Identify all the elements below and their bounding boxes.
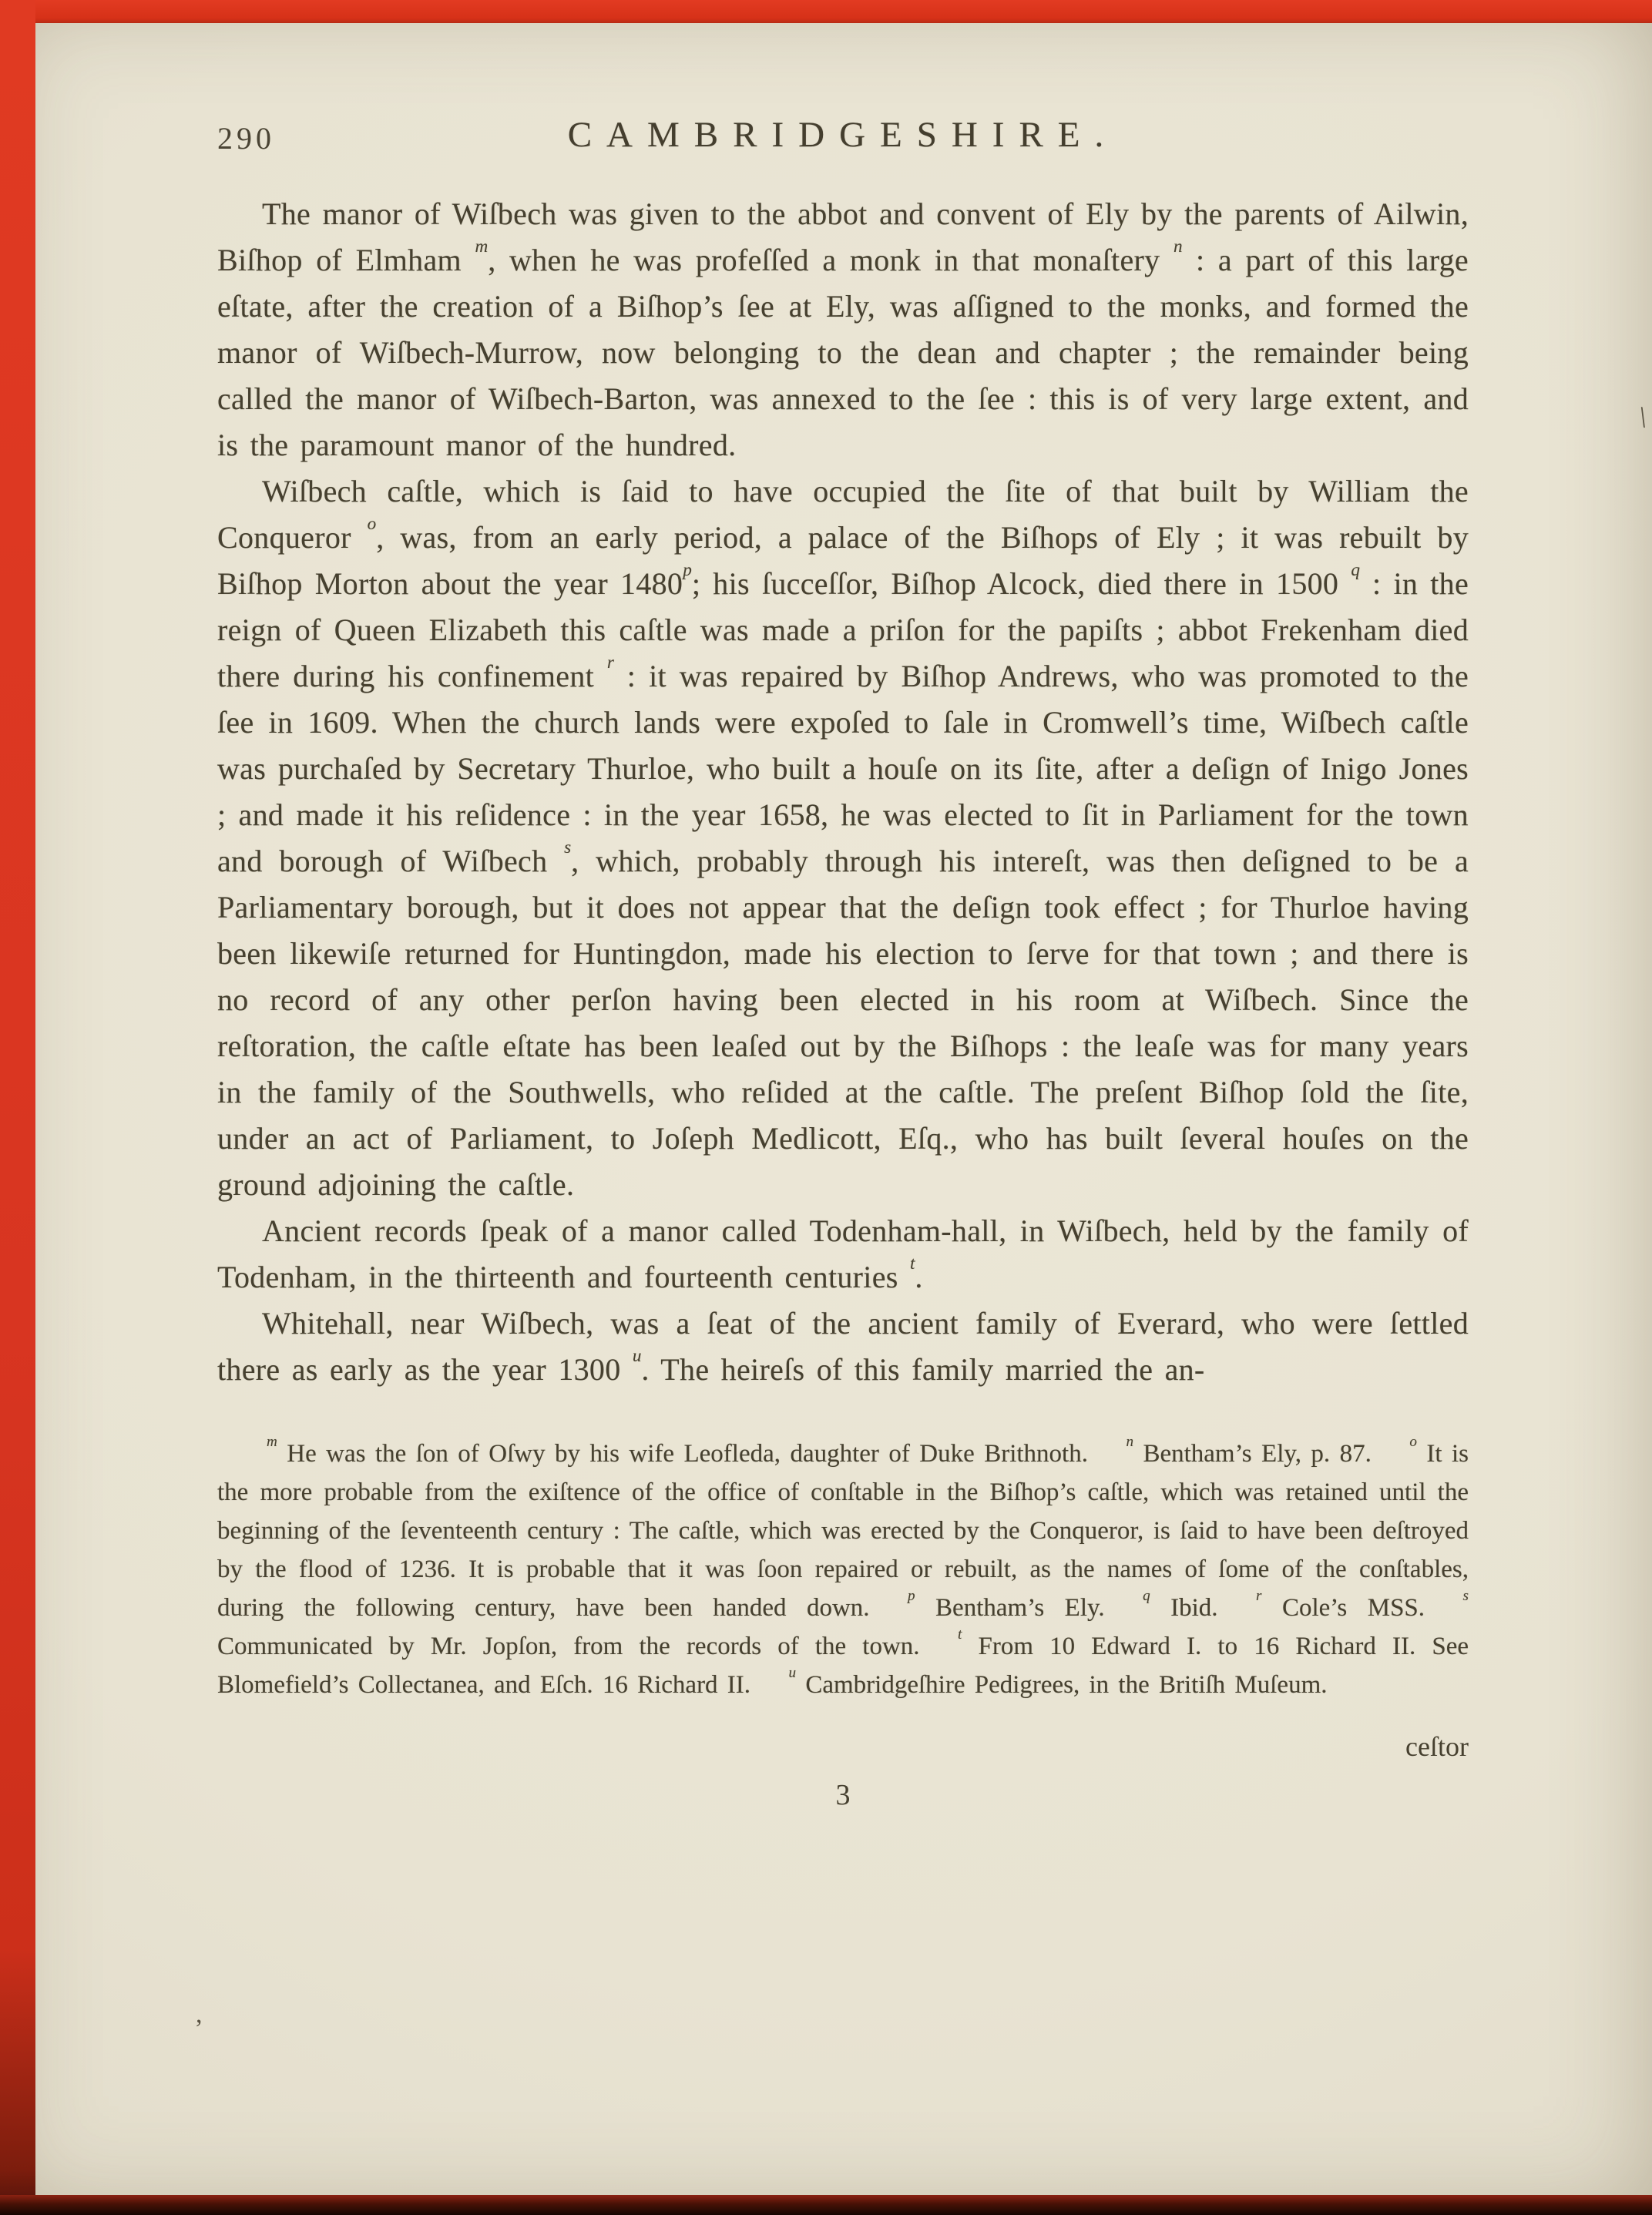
scan-artifact: \ [1636,401,1651,435]
footnote: $^r$ Cole’s MSS. [1256,1587,1425,1622]
footnote: $^q$ Ibid. [1143,1587,1218,1622]
catchword: ceſtor [1405,1731,1469,1762]
paragraph: Wiſbech caſtle, which is ſaid to have occupied the ſite of that built by William the Conqueror $^o$, was, from an early period, a palace of the Biſhops of Ely ; it was rebuilt by Biſhop Morton about the year 1480$^p$; his ſucceſſor, Biſhop Alcock, died there in 1500 $^q$ : in the reign of Queen Elizabeth this caſtle was made a priſon for the papiſts ; abbot Frekenham died there during his confinement $^r$ : it was repaired by Biſhop Andrews, who was promoted to the ſee in 1609. When the church lands were expoſed to ſale in Cromwell’s time, Wiſbech caſtle was purchaſed by Secretary Thurloe, who built a houſe on its ſite, after a deſign of Inigo Jones ; and made it his reſidence : in the year 1658, he was elected to ſit in Parliament for the town and borough of Wiſbech $^s$, which, probably through his intereſt, was then deſigned to be a Parliamentary borough, but it does not appear that the deſign took effect ; for Thurloe having been likewiſe returned for Huntingdon, made his election to ſerve for that town ; and there is no record of any other perſon having been elected in his room at Wiſbech. Since the reſtoration, the caſtle eſtate has been leaſed out by the Biſhops : the leaſe was for many years in the family of the Southwells, who reſided at the caſtle. The preſent Biſhop ſold the ſite, under an act of Parliament, to Joſeph Medlicott, Eſq., who has built ſeveral houſes on the ground adjoining the caſtle. [217,474,1469,1202]
paragraph: The manor of Wiſbech was given to the abbot and convent of Ely by the parents of Ailwin, Biſhop of Elmham $^m$, when he was profeſſed a monk in that monaſtery $^n$ : a part of this large eſtate, after the creation of a Biſhop’s ſee at Ely, was aſſigned to the monks, and formed the manor of Wiſbech-Murrow, now belonging to the dean and chapter ; the remainder being called the manor of Wiſbech-Barton, was annexed to the ſee : this is of very large extent, and is the paramount manor of the hundred. [217,196,1469,462]
footnote: $^s$ Communicated by Mr. Jopſon, from the records of the town. [217,1587,1469,1660]
catchword-row [217,1730,1469,1763]
footnote: $^u$ Cambridgeſhire Pedigrees, in the Britiſh Muſeum. [788,1664,1328,1699]
binding-edge-bottom [0,2195,1652,2215]
binding-edge-left [0,0,35,2215]
footnotes [217,1435,1469,1704]
footnote: $^o$ It is the more probable from the exiſtence of the office of conſtable in the Biſhop’s caſtle, which was retained until the beginning of the ſeventeenth century : The caſtle, which was erected by the Conqueror, is ſaid to have been deſtroyed by the flood of 1236. It is probable that it was ſoon repaired or rebuilt, as the names of ſome of the conſtables, during the following century, have been handed down. [217,1433,1469,1622]
paragraph: Whitehall, near Wiſbech, was a ſeat of the ancient family of Everard, who were ſettled there as early as the year 1300 $^u$. The heireſs of this family married the an- [217,1306,1469,1387]
page-number-row [217,1778,1469,1812]
running-title: CAMBRIDGESHIRE. [567,115,1119,155]
footnote: $^t$ From 10 Edward I. to 16 Richard II. See Blomefield’s Collectanea, and Eſch. 16 Richard II. [217,1626,1469,1699]
folio-number: 290 [217,121,275,156]
paragraph: Ancient records ſpeak of a manor called Todenham-hall, in Wiſbech, held by the family of Todenham, in the thirteenth and fourteenth centuries $^t$. [217,1213,1469,1294]
page-number: 3 [835,1779,851,1811]
scan-artifact: , [196,2000,203,2029]
footnote: $^m$ He was the ſon of Oſwy by his wife Leofleda, daughter of Duke Brithnoth. [267,1433,1088,1468]
body-text [217,191,1469,1393]
binding-edge-top [0,0,1652,23]
page-header [217,114,1469,163]
footnote: $^p$ Bentham’s Ely. [908,1587,1105,1622]
footnote: $^n$ Bentham’s Ely, p. 87. [1126,1433,1372,1468]
page-body [35,23,1652,2195]
